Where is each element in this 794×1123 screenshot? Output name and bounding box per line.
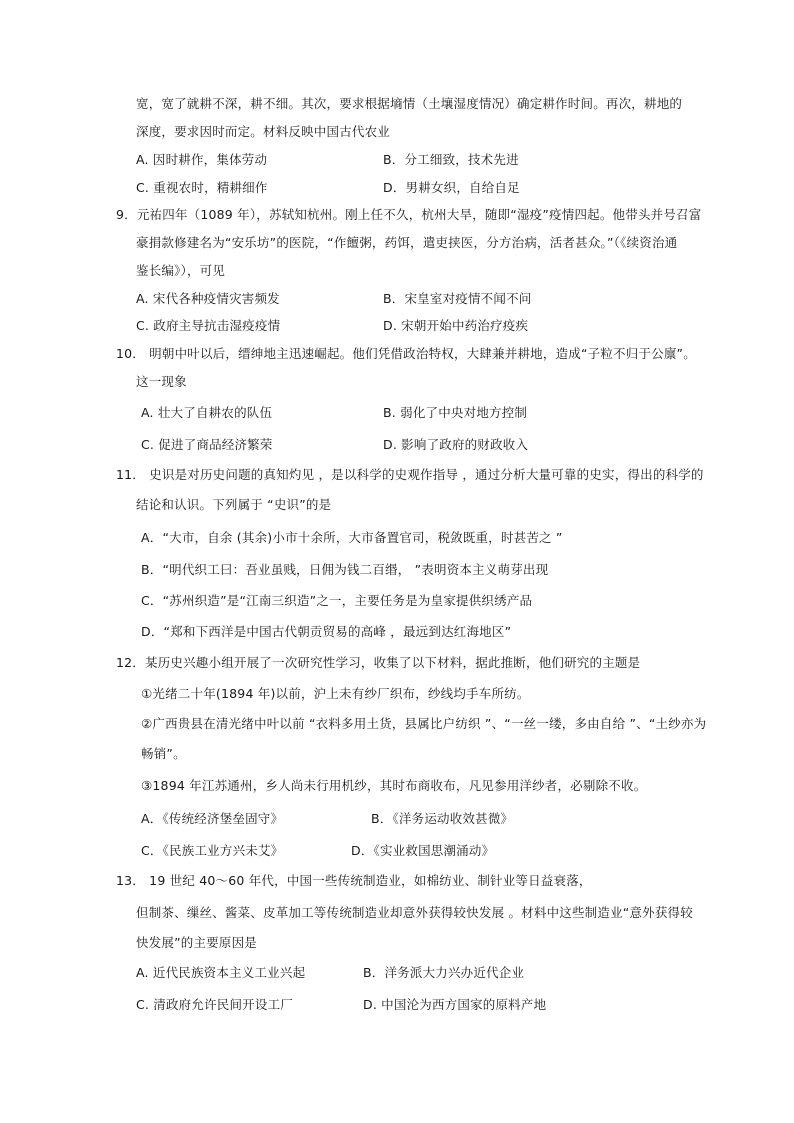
q13-option-d: D. 中国沦为西方国家的原料产地 xyxy=(363,997,547,1012)
q12-material-2-line-1: ②广西贵县在清光绪中叶以前 “衣料多用土货，县属比户纺织 ”、“一丝一缕，多由自给 ”、“土纱亦为 xyxy=(141,716,707,731)
q9-stem-line-1: 9．元祐四年（1089 年），苏轼知杭州。刚上任不久，杭州大旱，随即“湿疫”疫情四起。他带头并号召富 xyxy=(116,207,702,222)
q12-stem-line-1: 12．某历史兴趣小组开展了一次研究性学习，收集了以下材料，据此推断，他们研究的主题是 xyxy=(116,655,641,670)
q13-stem-line-1: 13． 19 世纪 40～60 年代，中国一些传统制造业，如棉纺业、制针业等日益衰落， xyxy=(116,873,592,888)
q12-option-b: B．《洋务运动收效甚微》 xyxy=(371,811,514,826)
q9-option-a: A. 宋代各种疫情灾害频发 xyxy=(136,291,280,306)
q10-stem-line-1: 10． 明朝中叶以后，缙绅地主迅速崛起。他们凭借政治特权，大肆兼并耕地，造成“子粒不归于公廪”。 xyxy=(116,346,696,361)
q12-option-c: C．《民族工业方兴未艾》 xyxy=(141,843,284,858)
q11-option-a: A．“大市，自余 (其余)小市十余所，大市备置官司，税敛既重，时甚苦之 ” xyxy=(141,530,563,545)
q13-option-b: B．洋务派大力兴办近代企业 xyxy=(363,965,525,980)
q11-option-c: C．“苏州织造”是“江南三织造”之一，主要任务是为皇家提供织绣产品 xyxy=(141,593,533,608)
q11-stem-line-1: 11． 史识是对历史问题的真知灼见 ，是以科学的史观作指导 ，通过分析大量可靠的史实，得出的科学的 xyxy=(116,467,704,482)
q12-material-2-line-2: 畅销”。 xyxy=(141,746,186,761)
q12-material-1: ①光绪二十年(1894 年)以前，沪上未有纱厂织布，纱线均手车所纺。 xyxy=(141,686,530,701)
q10-option-a: A. 壮大了自耕农的队伍 xyxy=(141,405,273,420)
q9-option-d: D. 宋朝开始中药治疗疫疾 xyxy=(383,318,529,333)
q9-stem-line-3: 鉴长编》），可见 xyxy=(136,263,226,278)
q12-option-d: D．《实业救国思潮涌动》 xyxy=(351,843,495,858)
q13-option-a: A. 近代民族资本主义工业兴起 xyxy=(136,965,306,980)
q8-option-d: D．男耕女织，自给自足 xyxy=(383,180,520,195)
q12-option-a: A．《传统经济堡垒固守》 xyxy=(141,811,284,826)
q9-option-c: C. 政府主导抗击湿疫疫情 xyxy=(136,318,281,333)
q8-stem-line-1: 宽，宽了就耕不深，耕不细。其次，要求根据墒情（土壤湿度情况）确定耕作时间。再次，耕地的 xyxy=(136,96,683,111)
q8-option-a: A. 因时耕作，集体劳动 xyxy=(136,152,268,167)
q13-option-c: C. 清政府允许民间开设工厂 xyxy=(136,997,293,1012)
q11-option-d: D．“郑和下西洋是中国古代朝贡贸易的高峰 ，最远到达红海地区” xyxy=(141,624,512,639)
q8-option-b: B．分工细致，技术先进 xyxy=(383,152,519,167)
q10-stem-line-2: 这一现象 xyxy=(136,374,187,389)
q9-stem-line-2: 豪捐款修建名为“安乐坊”的医院，“作饘粥，药饵，遣吏挟医，分方治病，活者甚众。”（《续资治通 xyxy=(136,235,678,250)
q10-option-c: C. 促进了商品经济繁荣 xyxy=(141,437,273,452)
q13-stem-line-3: 快发展”的主要原因是 xyxy=(136,935,257,950)
q8-option-c: C. 重视农时，精耕细作 xyxy=(136,180,268,195)
q12-material-3: ③1894 年江苏通州，乡人尚未行用机纱，其时布商收布，凡见参用洋纱者，必剔除不收。 xyxy=(141,778,647,793)
q11-stem-line-2: 结论和认识。下列属于 “史识”的是 xyxy=(136,497,332,512)
q13-stem-line-2: 但制茶、缫丝、酱菜、皮革加工等传统制造业却意外获得较快发展 。材料中这些制造业“意外获得较 xyxy=(136,905,693,920)
q8-stem-line-2: 深度，要求因时而定。材料反映中国古代农业 xyxy=(136,124,391,139)
q10-option-d: D. 影响了政府的财政收入 xyxy=(383,437,529,452)
q10-option-b: B. 弱化了中央对地方控制 xyxy=(383,405,528,420)
q9-option-b: B．宋皇室对疫情不闻不问 xyxy=(383,291,532,306)
q11-option-b: B．“明代织工曰：吾业虽贱，日佣为钱二百缗， ”表明资本主义萌芽出现 xyxy=(141,562,549,577)
